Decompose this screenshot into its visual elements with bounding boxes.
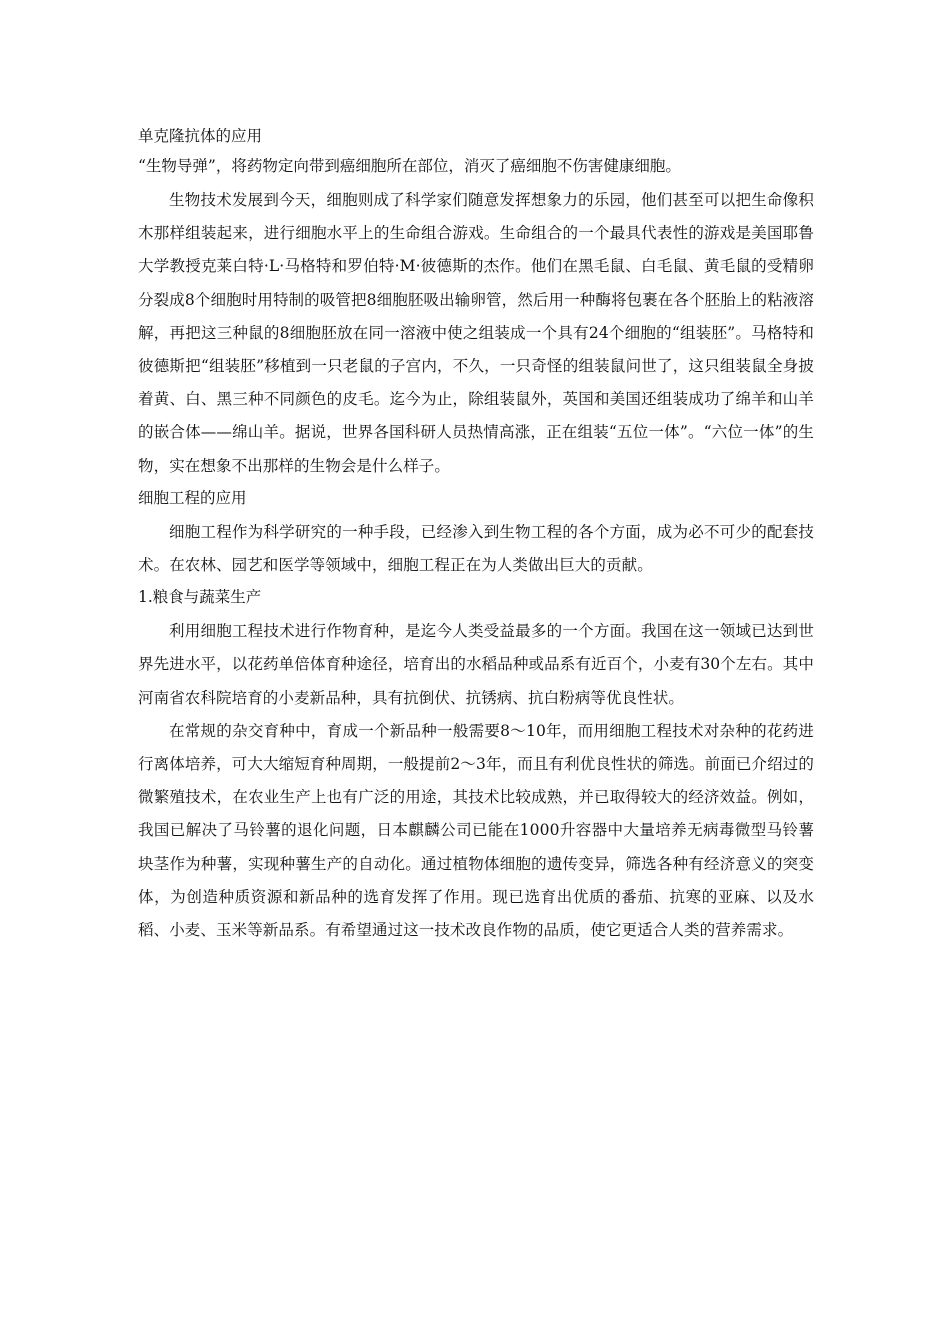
paragraph-cell-assembly: 生物技术发展到今天，细胞则成了科学家们随意发挥想象力的乐园，他们甚至可以把生命像积木那样组装起来，进行细胞水平上的生命组合游戏。生命组合的一个最具代表性的游戏是美国耶鲁大学教授克莱白特·L·马格特和罗伯特·M·彼德斯的杰作。他们在黑毛鼠、白毛鼠、黄毛鼠的受精卵分裂成8个细胞时用特制的吸管把8细胞胚吸出输卵管，然后用一种酶将包裹在各个胚胎上的粘液溶解，再把这三种鼠的8细胞胚放在同一溶液中使之组装成一个具有24个细胞的“组装胚”。马格特和彼德斯把“组装胚”移植到一只老鼠的子宫内，不久，一只奇怪的组装鼠问世了，这只组装鼠全身披着黄、白、黑三种不同颜色的皮毛。迄今为止，除组装鼠外，英国和美国还组装成功了绵羊和山羊的嵌合体——绵山羊。据说，世界各国科研人员热情高涨，正在组装“五位一体”。“六位一体”的生物，实在想象不出那样的生物会是什么样子。 <box>138 191 814 475</box>
section-title-grain-vegetable: 1.粮食与蔬菜生产 <box>138 588 262 607</box>
section-title-cell-engineering: 细胞工程的应用 <box>138 488 247 507</box>
paragraph-cell-engineering-overview: 细胞工程作为科学研究的一种手段，已经渗入到生物工程的各个方面，成为必不可少的配套技术。在农林、园艺和医学等领域中，细胞工程正在为人类做出巨大的贡献。 <box>138 522 814 575</box>
paragraph-hybrid-breeding: 在常规的杂交育种中，育成一个新品种一般需要8～10年，而用细胞工程技术对杂种的花药进行离体培养，可大大缩短育种周期，一般提前2～3年，而且有利优良性状的筛选。前面已介绍过的微繁殖技术，在农业生产上也有广泛的用途，其技术比较成熟，并已取得较大的经济效益。例如，我国已解决了马铃薯的退化问题，日本麒麟公司已能在1000升容器中大量培养无病毒微型马铃薯块茎作为种薯，实现种薯生产的自动化。通过植物体细胞的遗传变异，筛选各种有经济意义的突变体，为创造种质资源和新品种的选育发挥了作用。现已选育出优质的番茄、抗寒的亚麻、以及水稻、小麦、玉米等新品系。有希望通过这一技术改良作物的品质，使它更适合人类的营养需求。 <box>138 721 814 940</box>
section-title-monoclonal-antibody: 单克隆抗体的应用 <box>138 127 263 145</box>
paragraph-crop-breeding: 利用细胞工程技术进行作物育种，是迄今人类受益最多的一个方面。我国在这一领域已达到世界先进水平，以花药单倍体育种途径，培育出的水稻品种或品系有近百个，小麦有30个左右。其中河南省农科院培育的小麦新品种，具有抗倒伏、抗锈病、抗白粉病等优良性状。 <box>138 622 814 707</box>
lead-sentence-biological-missile: “生物导弹”，将药物定向带到癌细胞所在部位，消灭了癌细胞不伤害健康细胞。 <box>138 157 681 175</box>
document-page <box>138 121 814 947</box>
